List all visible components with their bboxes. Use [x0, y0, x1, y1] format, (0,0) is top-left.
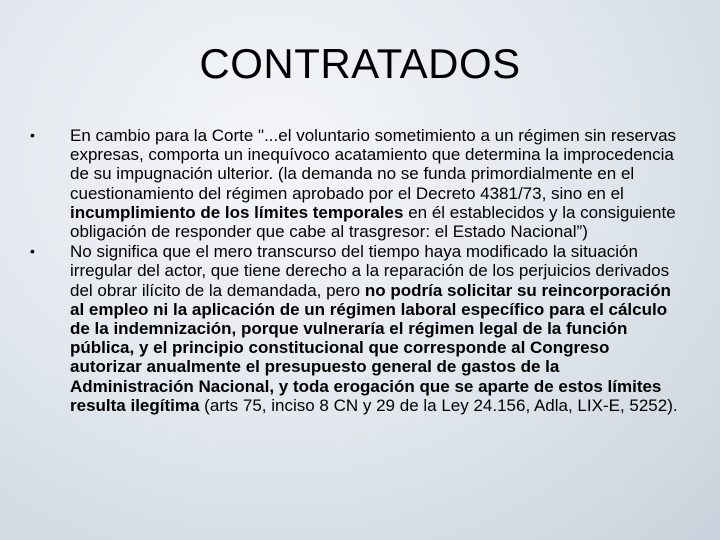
bullet-list — [30, 126, 682, 416]
slide-title: CONTRATADOS — [199, 40, 521, 87]
bullet-text-segment: (arts 75, inciso 8 CN y 29 de la Ley 24.156, Adla, LIX-E, 5252). — [199, 395, 678, 415]
bullet-bold-segment: no podría solicitar su reincorporación al empleo ni la aplicación de un régimen laboral específico para el cálculo de la indemnización, porque vulneraría el régimen legal de la función pública, y el principio constitucional que corresponde al Congreso autorizar anualmente el presupuesto general de gastos de la Administración Nacional, y toda erogación que se aparte de estos límites resulta ilegítima — [70, 280, 671, 415]
bullet-text-segment: No significa que el mero transcurso del tiempo haya modificado la situación irregular del actor, que tiene derecho a la reparación de los perjuicios derivados del obrar ilícito de la demandada, pero — [70, 242, 670, 300]
bullet-item-tiempo — [30, 242, 682, 415]
bullet-text-segment: en él establecidos y la consiguiente obligación de responder que cabe al trasgresor: el Estado Nacional”) — [70, 202, 676, 242]
bullet-bold-segment: incumplimiento de los límites temporales — [70, 202, 404, 222]
bullet-text-segment: En cambio para la Corte "...el voluntario sometimiento a un régimen sin reservas expresas, comporta un inequívoco acatamiento que determina la improcedencia de su impugnación ulterior. (la demanda no se funda primordialmente en el cuestionamiento del régimen aprobado por el Decreto 4381/73, sino en el — [70, 126, 677, 203]
bullet-item-corte — [30, 126, 682, 241]
bullet-icon: • — [30, 243, 35, 260]
bullet-icon: • — [30, 127, 35, 143]
